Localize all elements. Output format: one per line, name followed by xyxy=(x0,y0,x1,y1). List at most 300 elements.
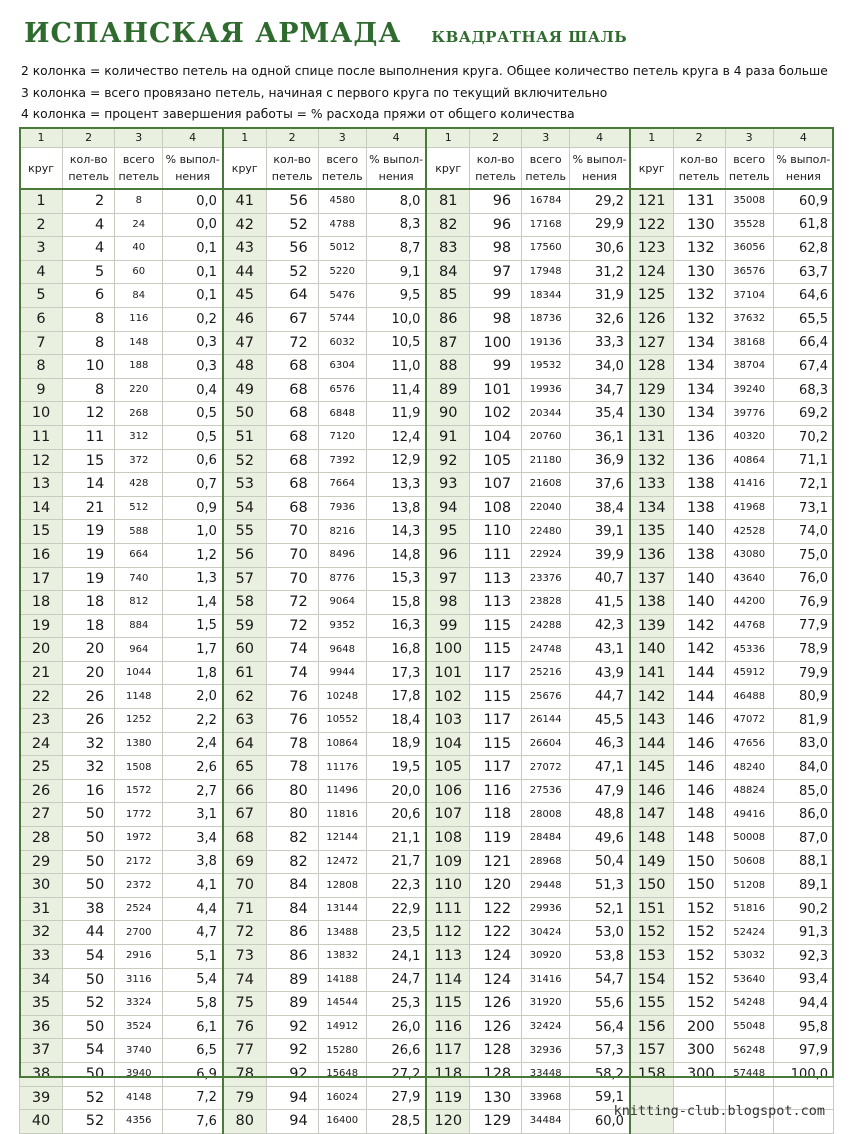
cell-percent: 28,5 xyxy=(366,1110,426,1134)
cell-percent: 21,1 xyxy=(366,827,426,851)
cell-percent: 13,3 xyxy=(366,473,426,497)
cell-round: 14 xyxy=(20,496,63,520)
cell-stitches: 8 xyxy=(63,331,115,355)
cell-stitches: 122 xyxy=(470,921,522,945)
cell-percent: 22,9 xyxy=(366,897,426,921)
cell-stitches: 140 xyxy=(673,520,725,544)
cell-stitches: 52 xyxy=(266,260,318,284)
cell-stitches: 117 xyxy=(470,661,522,685)
cell-percent: 12,4 xyxy=(366,425,426,449)
cell-total: 22480 xyxy=(522,520,570,544)
cell-total: 51208 xyxy=(725,874,773,898)
cell-percent: 55,6 xyxy=(570,992,630,1016)
cell-percent: 5,1 xyxy=(163,945,223,969)
cell-percent: 13,8 xyxy=(366,496,426,520)
cell-round: 22 xyxy=(20,685,63,709)
cell-percent: 18,9 xyxy=(366,732,426,756)
cell-stitches: 132 xyxy=(673,237,725,261)
cell-round: 118 xyxy=(426,1062,469,1086)
cell-total: 53032 xyxy=(725,945,773,969)
cell-stitches: 130 xyxy=(673,213,725,237)
cell-total: 39240 xyxy=(725,378,773,402)
cell-total: 4148 xyxy=(115,1086,163,1110)
cell-round: 23 xyxy=(20,709,63,733)
cell-stitches: 56 xyxy=(266,189,318,213)
column-number: 3 xyxy=(115,128,163,148)
cell-stitches: 32 xyxy=(63,732,115,756)
cell-round: 143 xyxy=(630,709,673,733)
cell-total: 2524 xyxy=(115,897,163,921)
cell-stitches: 92 xyxy=(266,1062,318,1086)
title-main: ИСПАНСКАЯ АРМАДА xyxy=(24,18,402,49)
cell-percent: 78,9 xyxy=(773,638,833,662)
cell-stitches: 50 xyxy=(63,968,115,992)
cell-total: 512 xyxy=(115,496,163,520)
cell-stitches: 101 xyxy=(470,378,522,402)
cell-stitches: 50 xyxy=(63,827,115,851)
cell-percent: 20,6 xyxy=(366,803,426,827)
cell-percent: 7,6 xyxy=(163,1110,223,1134)
column-header: всего петель xyxy=(115,148,163,190)
cell-percent: 38,4 xyxy=(570,496,630,520)
cell-round: 156 xyxy=(630,1015,673,1039)
cell-percent: 0,2 xyxy=(163,307,223,331)
cell-total: 27536 xyxy=(522,779,570,803)
cell-percent: 83,0 xyxy=(773,732,833,756)
cell-stitches: 84 xyxy=(266,897,318,921)
cell-round: 142 xyxy=(630,685,673,709)
cell-percent: 0,1 xyxy=(163,260,223,284)
cell-percent: 1,3 xyxy=(163,567,223,591)
cell-percent: 49,6 xyxy=(570,827,630,851)
cell-stitches: 146 xyxy=(673,709,725,733)
cell-percent: 14,3 xyxy=(366,520,426,544)
cell-stitches: 50 xyxy=(63,1015,115,1039)
cell-total: 17948 xyxy=(522,260,570,284)
cell-percent: 7,2 xyxy=(163,1086,223,1110)
cell-stitches: 129 xyxy=(470,1110,522,1134)
cell-round: 111 xyxy=(426,897,469,921)
table-row xyxy=(20,756,834,780)
cell-stitches: 200 xyxy=(673,1015,725,1039)
cell-total: 31416 xyxy=(522,968,570,992)
cell-total: 84 xyxy=(115,284,163,308)
cell-stitches: 130 xyxy=(673,260,725,284)
cell-stitches: 142 xyxy=(673,614,725,638)
cell-total: 1572 xyxy=(115,779,163,803)
column-header: кол-во петель xyxy=(266,148,318,190)
cell-total: 13488 xyxy=(318,921,366,945)
cell-total: 1044 xyxy=(115,661,163,685)
table-row xyxy=(20,661,834,685)
cell-percent: 91,3 xyxy=(773,921,833,945)
table-row xyxy=(20,543,834,567)
cell-total: 34484 xyxy=(522,1110,570,1134)
cell-total: 19136 xyxy=(522,331,570,355)
cell-stitches: 82 xyxy=(266,827,318,851)
cell-stitches: 118 xyxy=(470,803,522,827)
cell-total: 24748 xyxy=(522,638,570,662)
cell-stitches: 140 xyxy=(673,591,725,615)
cell-round: 147 xyxy=(630,803,673,827)
title-subtitle: КВАДРАТНАЯ ШАЛЬ xyxy=(431,28,628,46)
cell-stitches: 152 xyxy=(673,945,725,969)
cell-percent: 1,8 xyxy=(163,661,223,685)
cell-percent: 20,0 xyxy=(366,779,426,803)
cell-percent: 71,1 xyxy=(773,449,833,473)
note-column-4: 4 колонка = процент завершения работы = % расхода пряжи от общего количества xyxy=(21,107,575,121)
cell-total: 17560 xyxy=(522,237,570,261)
cell-total: 38704 xyxy=(725,355,773,379)
column-header: всего петель xyxy=(318,148,366,190)
cell-total: 6032 xyxy=(318,331,366,355)
cell-total: 57448 xyxy=(725,1062,773,1086)
column-header: % выпол-нения xyxy=(773,148,833,190)
cell-stitches: 150 xyxy=(673,874,725,898)
cell-total: 38168 xyxy=(725,331,773,355)
cell-percent: 26,6 xyxy=(366,1039,426,1063)
cell-total: 11816 xyxy=(318,803,366,827)
cell-percent: 68,3 xyxy=(773,378,833,402)
cell-round: 61 xyxy=(223,661,266,685)
cell-percent: 53,8 xyxy=(570,945,630,969)
cell-total: 2172 xyxy=(115,850,163,874)
cell-total: 14544 xyxy=(318,992,366,1016)
cell-total: 19532 xyxy=(522,355,570,379)
cell-stitches: 26 xyxy=(63,709,115,733)
cell-stitches: 148 xyxy=(673,827,725,851)
cell-percent: 50,4 xyxy=(570,850,630,874)
cell-round: 71 xyxy=(223,897,266,921)
cell-stitches: 130 xyxy=(470,1086,522,1110)
cell-stitches: 138 xyxy=(673,543,725,567)
table-row xyxy=(20,709,834,733)
cell-stitches: 19 xyxy=(63,543,115,567)
cell-percent: 92,3 xyxy=(773,945,833,969)
cell-percent: 32,6 xyxy=(570,307,630,331)
cell-stitches: 80 xyxy=(266,779,318,803)
cell-total: 2372 xyxy=(115,874,163,898)
cell-stitches: 86 xyxy=(266,921,318,945)
cell-total: 14912 xyxy=(318,1015,366,1039)
cell-round: 50 xyxy=(223,402,266,426)
cell-total: 18736 xyxy=(522,307,570,331)
cell-stitches: 131 xyxy=(673,189,725,213)
cell-percent: 1,4 xyxy=(163,591,223,615)
cell-total: 26144 xyxy=(522,709,570,733)
cell-percent: 5,8 xyxy=(163,992,223,1016)
cell-stitches: 10 xyxy=(63,355,115,379)
cell-total: 5744 xyxy=(318,307,366,331)
cell-total: 428 xyxy=(115,473,163,497)
cell-percent: 3,8 xyxy=(163,850,223,874)
cell-percent: 0,0 xyxy=(163,213,223,237)
cell-round: 134 xyxy=(630,496,673,520)
cell-total: 48824 xyxy=(725,779,773,803)
cell-stitches: 54 xyxy=(63,945,115,969)
cell-total: 53640 xyxy=(725,968,773,992)
cell-stitches: 56 xyxy=(266,237,318,261)
cell-round: 69 xyxy=(223,850,266,874)
column-number: 4 xyxy=(773,128,833,148)
cell-stitches: 19 xyxy=(63,567,115,591)
cell-percent: 40,7 xyxy=(570,567,630,591)
cell-stitches: 98 xyxy=(470,307,522,331)
cell-total: 26604 xyxy=(522,732,570,756)
cell-total: 31920 xyxy=(522,992,570,1016)
cell-stitches: 8 xyxy=(63,307,115,331)
cell-percent: 0,6 xyxy=(163,449,223,473)
table-row xyxy=(20,992,834,1016)
table-row xyxy=(20,945,834,969)
cell-total: 11176 xyxy=(318,756,366,780)
cell-percent: 4,1 xyxy=(163,874,223,898)
cell-total: 18344 xyxy=(522,284,570,308)
cell-percent: 48,8 xyxy=(570,803,630,827)
cell-total: 30424 xyxy=(522,921,570,945)
cell-total: 50608 xyxy=(725,850,773,874)
cell-percent: 36,1 xyxy=(570,425,630,449)
table-row xyxy=(20,968,834,992)
cell-round: 62 xyxy=(223,685,266,709)
cell-total: 46488 xyxy=(725,685,773,709)
cell-round: 78 xyxy=(223,1062,266,1086)
cell-total: 24 xyxy=(115,213,163,237)
table-row xyxy=(20,520,834,544)
cell-stitches: 300 xyxy=(673,1062,725,1086)
table-row xyxy=(20,1062,834,1086)
cell-percent: 1,7 xyxy=(163,638,223,662)
cell-stitches: 52 xyxy=(63,1086,115,1110)
cell-round: 7 xyxy=(20,331,63,355)
cell-round: 122 xyxy=(630,213,673,237)
cell-percent: 39,9 xyxy=(570,543,630,567)
cell-percent: 8,7 xyxy=(366,237,426,261)
cell-round: 145 xyxy=(630,756,673,780)
cell-total: 3324 xyxy=(115,992,163,1016)
note-column-3: 3 колонка = всего провязано петель, начиная с первого круга по текущий включительно xyxy=(21,86,608,100)
cell-total: 44768 xyxy=(725,614,773,638)
cell-round: 94 xyxy=(426,496,469,520)
table-row xyxy=(20,897,834,921)
table-row xyxy=(20,827,834,851)
cell-total: 60 xyxy=(115,260,163,284)
cell-round: 153 xyxy=(630,945,673,969)
cell-round: 66 xyxy=(223,779,266,803)
cell-total: 43640 xyxy=(725,567,773,591)
cell-stitches: 11 xyxy=(63,425,115,449)
cell-stitches: 19 xyxy=(63,520,115,544)
cell-percent: 10,5 xyxy=(366,331,426,355)
cell-total: 4788 xyxy=(318,213,366,237)
cell-round: 47 xyxy=(223,331,266,355)
cell-percent: 23,5 xyxy=(366,921,426,945)
cell-total: 16024 xyxy=(318,1086,366,1110)
cell-stitches: 80 xyxy=(266,803,318,827)
cell-percent: 81,9 xyxy=(773,709,833,733)
cell-round: 100 xyxy=(426,638,469,662)
column-number: 1 xyxy=(223,128,266,148)
cell-total: 3740 xyxy=(115,1039,163,1063)
cell-round: 125 xyxy=(630,284,673,308)
cell-stitches: 18 xyxy=(63,614,115,638)
cell-round: 158 xyxy=(630,1062,673,1086)
cell-total: 40320 xyxy=(725,425,773,449)
cell-round: 80 xyxy=(223,1110,266,1134)
cell-total: 50008 xyxy=(725,827,773,851)
cell-percent: 64,6 xyxy=(773,284,833,308)
cell-stitches: 70 xyxy=(266,567,318,591)
cell-percent: 37,6 xyxy=(570,473,630,497)
cell-round: 132 xyxy=(630,449,673,473)
cell-total: 37632 xyxy=(725,307,773,331)
table-row xyxy=(20,237,834,261)
column-header: % выпол-нения xyxy=(570,148,630,190)
cell-percent: 42,3 xyxy=(570,614,630,638)
cell-stitches: 140 xyxy=(673,567,725,591)
cell-percent: 10,0 xyxy=(366,307,426,331)
cell-stitches: 89 xyxy=(266,968,318,992)
cell-stitches: 124 xyxy=(470,968,522,992)
cell-percent: 27,9 xyxy=(366,1086,426,1110)
cell-stitches: 97 xyxy=(470,260,522,284)
cell-round: 112 xyxy=(426,921,469,945)
cell-round: 48 xyxy=(223,355,266,379)
cell-round: 87 xyxy=(426,331,469,355)
cell-stitches: 134 xyxy=(673,402,725,426)
cell-percent: 60,0 xyxy=(570,1110,630,1134)
cell-round: 67 xyxy=(223,803,266,827)
cell-stitches: 107 xyxy=(470,473,522,497)
cell-stitches: 82 xyxy=(266,850,318,874)
cell-percent: 52,1 xyxy=(570,897,630,921)
cell-round: 31 xyxy=(20,897,63,921)
cell-stitches: 115 xyxy=(470,732,522,756)
cell-percent: 77,9 xyxy=(773,614,833,638)
cell-stitches: 32 xyxy=(63,756,115,780)
cell-percent: 57,3 xyxy=(570,1039,630,1063)
cell-total: 23376 xyxy=(522,567,570,591)
cell-percent: 73,1 xyxy=(773,496,833,520)
cell-round: 28 xyxy=(20,827,63,851)
column-number: 3 xyxy=(318,128,366,148)
cell-round: 13 xyxy=(20,473,63,497)
column-number: 2 xyxy=(470,128,522,148)
cell-total: 25216 xyxy=(522,661,570,685)
cell-total: 33968 xyxy=(522,1086,570,1110)
cell-total: 16784 xyxy=(522,189,570,213)
cell-total: 812 xyxy=(115,591,163,615)
column-header: всего петель xyxy=(725,148,773,190)
cell-round: 60 xyxy=(223,638,266,662)
cell-percent: 36,9 xyxy=(570,449,630,473)
cell-round: 101 xyxy=(426,661,469,685)
cell-round: 123 xyxy=(630,237,673,261)
cell-total: 51816 xyxy=(725,897,773,921)
cell-percent: 47,1 xyxy=(570,756,630,780)
cell-percent: 11,0 xyxy=(366,355,426,379)
cell-stitches: 67 xyxy=(266,307,318,331)
cell-stitches: 94 xyxy=(266,1086,318,1110)
column-number: 3 xyxy=(725,128,773,148)
cell-percent: 22,3 xyxy=(366,874,426,898)
cell-stitches: 136 xyxy=(673,449,725,473)
cell-round: 15 xyxy=(20,520,63,544)
cell-round: 49 xyxy=(223,378,266,402)
table-row xyxy=(20,402,834,426)
table-row xyxy=(20,803,834,827)
cell-round: 39 xyxy=(20,1086,63,1110)
cell-total: 9648 xyxy=(318,638,366,662)
cell-stitches: 146 xyxy=(673,779,725,803)
cell-total: 1380 xyxy=(115,732,163,756)
cell-percent: 39,1 xyxy=(570,520,630,544)
cell-stitches: 50 xyxy=(63,850,115,874)
cell-stitches: 104 xyxy=(470,425,522,449)
cell-round: 77 xyxy=(223,1039,266,1063)
cell-round: 65 xyxy=(223,756,266,780)
column-number: 1 xyxy=(426,128,469,148)
cell-percent: 6,1 xyxy=(163,1015,223,1039)
table-row xyxy=(20,260,834,284)
cell-round: 103 xyxy=(426,709,469,733)
cell-round: 104 xyxy=(426,732,469,756)
cell-percent: 58,2 xyxy=(570,1062,630,1086)
cell-round: 90 xyxy=(426,402,469,426)
cell-percent: 97,9 xyxy=(773,1039,833,1063)
cell-stitches: 70 xyxy=(266,520,318,544)
cell-total: 21608 xyxy=(522,473,570,497)
cell-percent: 21,7 xyxy=(366,850,426,874)
cell-stitches: 92 xyxy=(266,1015,318,1039)
cell-round: 140 xyxy=(630,638,673,662)
cell-round: 102 xyxy=(426,685,469,709)
cell-round: 52 xyxy=(223,449,266,473)
column-header: всего петель xyxy=(522,148,570,190)
cell-round: 43 xyxy=(223,237,266,261)
table-row xyxy=(20,496,834,520)
cell-round: 73 xyxy=(223,945,266,969)
cell-percent: 93,4 xyxy=(773,968,833,992)
cell-round: 121 xyxy=(630,189,673,213)
cell-round: 139 xyxy=(630,614,673,638)
cell-percent: 67,4 xyxy=(773,355,833,379)
table-row xyxy=(20,425,834,449)
cell-percent: 62,8 xyxy=(773,237,833,261)
cell-percent: 89,1 xyxy=(773,874,833,898)
cell-total: 372 xyxy=(115,449,163,473)
cell-stitches: 52 xyxy=(63,992,115,1016)
cell-total: 13832 xyxy=(318,945,366,969)
cell-percent: 30,6 xyxy=(570,237,630,261)
cell-round: 44 xyxy=(223,260,266,284)
cell-round: 141 xyxy=(630,661,673,685)
cell-percent: 3,4 xyxy=(163,827,223,851)
column-number: 4 xyxy=(570,128,630,148)
cell-stitches: 86 xyxy=(266,945,318,969)
cell-stitches: 115 xyxy=(470,685,522,709)
cell-total: 15648 xyxy=(318,1062,366,1086)
cell-stitches: 74 xyxy=(266,638,318,662)
cell-percent: 4,7 xyxy=(163,921,223,945)
cell-round: 75 xyxy=(223,992,266,1016)
cell-stitches: 126 xyxy=(470,1015,522,1039)
cell-round: 9 xyxy=(20,378,63,402)
cell-total: 4356 xyxy=(115,1110,163,1134)
cell-percent: 60,9 xyxy=(773,189,833,213)
cell-stitches: 50 xyxy=(63,874,115,898)
cell-percent: 0,7 xyxy=(163,473,223,497)
